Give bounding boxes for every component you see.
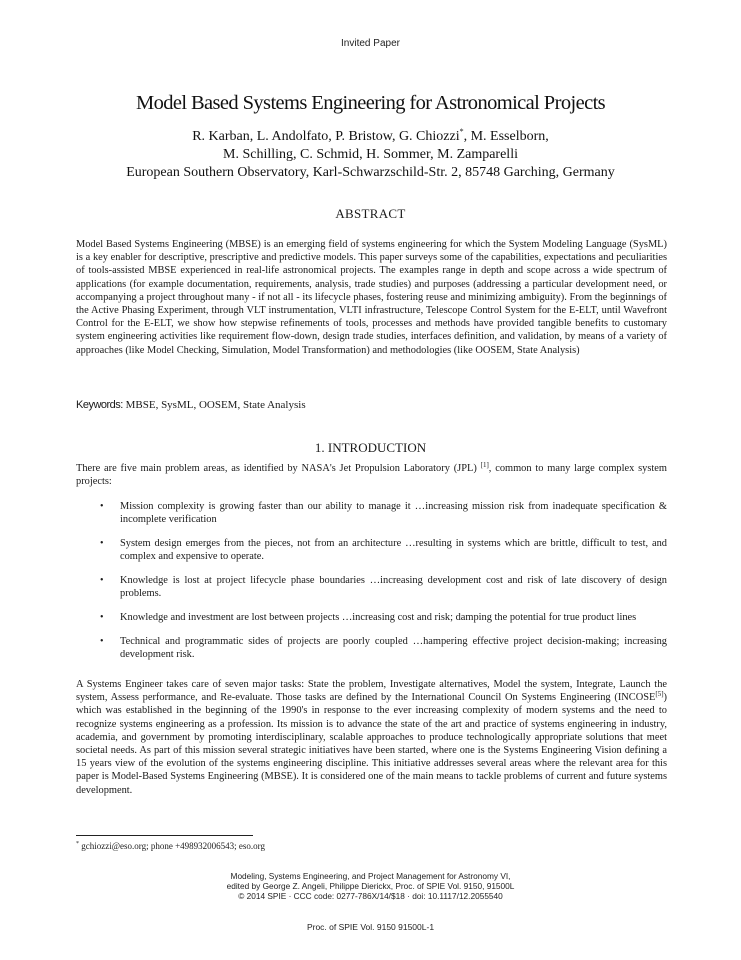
systems-engineer-paragraph bbox=[76, 678, 667, 797]
keywords bbox=[76, 399, 306, 411]
introduction-paragraph bbox=[76, 462, 667, 488]
list-item bbox=[76, 537, 667, 563]
citation-block bbox=[0, 871, 741, 901]
list-item bbox=[76, 611, 667, 624]
authors-text: , M. Esselborn, bbox=[463, 129, 549, 144]
footnote bbox=[76, 841, 265, 851]
list-item-text: Knowledge and investment are lost between projects …increasing cost and risk; damping the potential for true product lines bbox=[120, 612, 637, 623]
paragraph-text: , common to many large complex system projects: bbox=[76, 463, 667, 488]
list-item-text: System design emerges from the pieces, not from an architecture …resulting in systems which are brittle, difficult to test, and complex and expensive to operate. bbox=[120, 538, 667, 563]
list-item-text: Knowledge is lost at project lifecycle phase boundaries …increasing development cost and risk of late discovery of design problems. bbox=[120, 575, 667, 600]
paper-title: Model Based Systems Engineering for Astronomical Projects bbox=[135, 92, 606, 114]
list-item bbox=[76, 574, 667, 600]
authors-text: R. Karban, L. Andolfato, P. Bristow, G. Chiozzi bbox=[192, 129, 460, 144]
reference-link[interactable]: [5] bbox=[655, 690, 664, 699]
paragraph-text: There are five main problem areas, as identified by NASA's Jet Propulsion Laboratory (JPL) bbox=[76, 463, 481, 474]
list-item-text: Technical and programmatic sides of projects are poorly coupled …hampering effective project decision-making; increasing development risk. bbox=[120, 635, 667, 660]
citation-line-3: © 2014 SPIE · CCC code: 0277-786X/14/$18 · doi: 10.1117/12.2055540 bbox=[238, 891, 503, 901]
authors-line-2: M. Schilling, C. Schmid, H. Sommer, M. Zamparelli bbox=[223, 147, 518, 162]
bullet-icon: • bbox=[100, 575, 104, 586]
citation-line-1: Modeling, Systems Engineering, and Project Management for Astronomy VI, bbox=[230, 871, 511, 881]
corresponding-author-marker: * bbox=[459, 127, 464, 136]
paragraph-text: ) which was established in the beginning of the 1990's in response to the ever increasing complexity of modern systems and the need to recognize systems engineering as a profession. Its mission is to advance the state of the art and practice of systems engineering in industry, academia, and government by promoting interdisciplinary, scalable approaches to produce technologically appropriate solutions that meet societal needs. As part of this mission several strategic initiatives have been started, where one is the Systems Engineering Vision defining a 15 years view of the evolution of the systems engineering discipline. This initiative addresses several areas where the relevant area for this paper is Model-Based Systems Engineering (MBSE). It is considered one of the main means to tackle problems of current and future systems development. bbox=[76, 692, 667, 796]
bullet-icon: • bbox=[100, 635, 104, 647]
citation-line-2: edited by George Z. Angeli, Philippe Dierickx, Proc. of SPIE Vol. 9150, 91500L bbox=[226, 881, 515, 891]
footnote-text: gchiozzi@eso.org; phone +498932006543; eso.org bbox=[79, 841, 266, 851]
section-heading-introduction: 1. INTRODUCTION bbox=[314, 440, 427, 455]
invited-paper-label: Invited Paper bbox=[341, 38, 400, 49]
abstract-text: Model Based Systems Engineering (MBSE) is an emerging field of systems engineering for which the System Modeling Language (SysML) is a key enabler for descriptive, prescriptive and predictive models. This paper surveys some of the capabilities, expectations and peculiarities of tools-assisted MBSE experienced in real-life astronomical projects. The examples range in depth and scope across a wide spectrum of applications (for example documentation, requirements, analysis, trade studies) and purposes (addressing a particular development need, or accompanying a project throughout many - if not all - its lifecycle phases, fostering reuse and minimizing ambiguity). From the beginnings of the Active Phasing Experiment, through VLT instrumentation, VLTI infrastructure, Telescope Control System for the E-ELT, until Wavefront Control for the E-ELT, we show how stepwise refinements of tools, processes and methods have provided tangible benefits to customary system engineering activities like requirement flow-down, design trade studies, interfaces definition, and validation, by means of a variety of approaches (like Model Checking, Simulation, Model Transformation) and methodologies (like OOSEM, State Analysis) bbox=[76, 239, 667, 356]
footnote-divider bbox=[76, 835, 253, 836]
author-block bbox=[0, 128, 741, 182]
affiliation: European Southern Observatory, Karl-Schwarzschild-Str. 2, 85748 Garching, Germany bbox=[126, 165, 615, 180]
keywords-label: Keywords: bbox=[76, 399, 123, 411]
bullet-icon: • bbox=[100, 538, 104, 549]
reference-link[interactable]: [1] bbox=[480, 461, 489, 469]
abstract-heading: ABSTRACT bbox=[335, 206, 406, 221]
authors-line-1 bbox=[0, 128, 741, 146]
list-item-text: Mission complexity is growing faster than our ability to manage it …increasing mission risk from inadequate specification & incomplete verification bbox=[120, 501, 667, 526]
bullet-icon: • bbox=[100, 612, 104, 623]
problem-areas-list bbox=[76, 500, 667, 672]
paragraph-text: A Systems Engineer takes care of seven major tasks: State the problem, Investigate alternatives, Model the system, Integrate, Launch the system, Assess performance, and Re-evaluate. Those tasks are defined by the International Council On Systems Engineering (INCOSE bbox=[76, 679, 667, 704]
keywords-values: MBSE, SysML, OOSEM, State Analysis bbox=[122, 399, 306, 411]
list-item bbox=[76, 500, 667, 526]
footnote-marker: * bbox=[76, 841, 79, 847]
page-footer: Proc. of SPIE Vol. 9150 91500L-1 bbox=[306, 922, 435, 932]
list-item bbox=[76, 635, 667, 661]
bullet-icon: • bbox=[100, 501, 104, 512]
